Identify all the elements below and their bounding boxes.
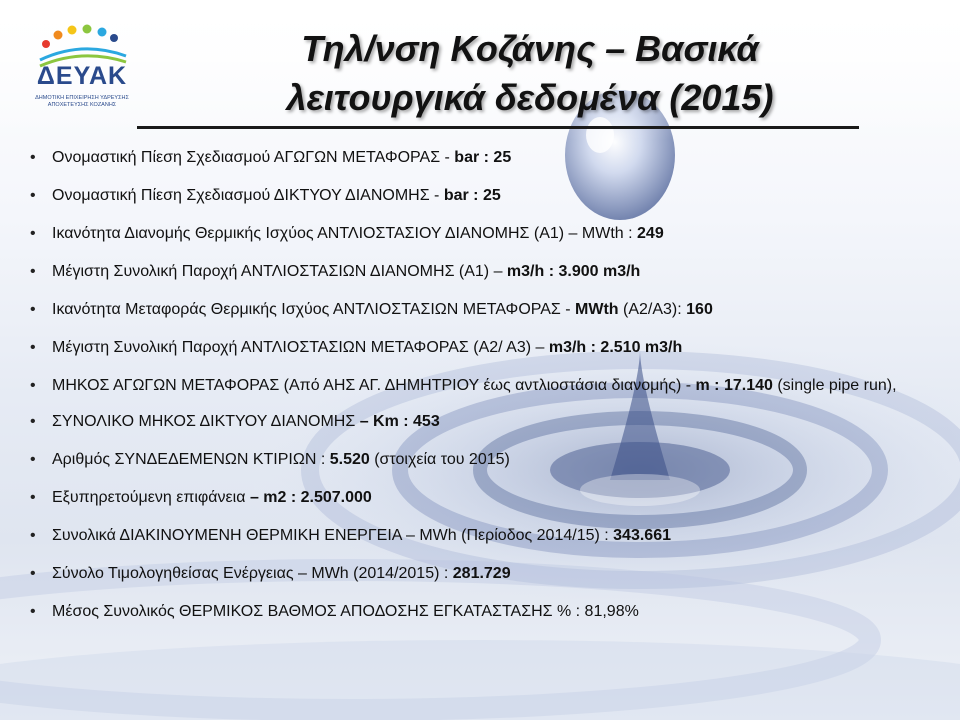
bullet-item: [30, 602, 930, 621]
bullet-value: 160: [686, 301, 713, 318]
bullet-value: 5.520: [329, 451, 370, 468]
bullet-item: [30, 564, 930, 583]
slide-title: [170, 24, 890, 122]
bullet-item: [30, 186, 930, 205]
bullet-text: Σύνολο Τιμολογηθείσας Ενέργειας – MWh (2014/2015) :: [52, 565, 453, 582]
bullet-item: [30, 338, 930, 357]
bullet-value: m3/h : 3.900 m3/h: [506, 263, 641, 280]
bullet-value: 249: [637, 225, 664, 242]
bullet-tail: (single pipe run),: [772, 377, 897, 394]
bullet-item: [30, 300, 930, 319]
bullet-tail: (στοιχεία του 2015): [369, 451, 510, 468]
bullet-value: – Km : 453: [359, 413, 440, 430]
bullet-item: [30, 526, 930, 545]
bullet-value: m : 17.140: [695, 377, 773, 394]
bullet-value: 281.729: [452, 565, 511, 582]
bullet-text: ΜΗΚΟΣ ΑΓΩΓΩΝ ΜΕΤΑΦΟΡΑΣ (Από ΑΗΣ ΑΓ. ΔΗΜΗΤΡΙΟΥ έως αντλιοστάσια διανομής) -: [52, 377, 696, 394]
bullet-text: Μέγιστη Συνολική Παροχή ΑΝΤΛΙΟΣΤΑΣΙΩΝ ΜΕΤΑΦΟΡΑΣ (Α2/ Α3) –: [52, 339, 549, 356]
bullet-item: [30, 224, 930, 243]
logo-subtitle: [24, 95, 140, 109]
slide-title-line-2: λειτουργικά δεδομένα (2015): [286, 77, 774, 118]
bullet-text: Ικανότητα Διανομής Θερμικής Ισχύος ΑΝΤΛΙΟΣΤΑΣΙΟΥ ΔΙΑΝΟΜΗΣ (Α1) – MWth :: [52, 225, 638, 242]
bullet-value: MWth: [575, 301, 619, 318]
bullet-value: 343.661: [613, 527, 671, 544]
bullet-text: Μέγιστη Συνολική Παροχή ΑΝΤΛΙΟΣΤΑΣΙΩΝ ΔΙΑΝΟΜΗΣ (Α1) –: [52, 263, 507, 280]
logo-subtitle-line: ΔΗΜΟΤΙΚΗ ΕΠΙΧΕΙΡΗΣΗ ΥΔΡΕΥΣΗΣ: [35, 95, 129, 101]
bullet-item: [30, 488, 930, 507]
title-divider: [137, 126, 859, 129]
bullet-text: Ονομαστική Πίεση Σχεδιασμού ΔΙΚΤΥΟΥ ΔΙΑΝΟΜΗΣ -: [52, 187, 444, 204]
bullet-item: [30, 367, 930, 405]
bullet-text: Αριθμός ΣΥΝΔΕΔΕΜΕΝΩΝ ΚΤΙΡΙΩΝ :: [52, 451, 330, 468]
bullet-tail: (Α2/Α3):: [618, 301, 687, 318]
bullet-value: m3/h : 2.510 m3/h: [548, 339, 683, 356]
data-bullet-list: [30, 148, 930, 640]
bullet-value: bar : 25: [443, 187, 501, 204]
bullet-item: [30, 262, 930, 281]
bullet-value: – m2 : 2.507.000: [249, 489, 372, 506]
bullet-item: [30, 450, 930, 469]
bullet-text: ΣΥΝΟΛΙΚΟ ΜΗΚΟΣ ΔΙΚΤΥΟΥ ΔΙΑΝΟΜΗΣ: [52, 413, 360, 430]
bullet-text: Ονομαστική Πίεση Σχεδιασμού ΑΓΩΓΩΝ ΜΕΤΑΦΟΡΑΣ -: [52, 149, 455, 166]
logo-text: ΔΕΥΑΚ: [36, 62, 128, 90]
bullet-item: [30, 148, 930, 167]
bullet-text: Ικανότητα Μεταφοράς Θερμικής Ισχύος ΑΝΤΛΙΟΣΤΑΣΙΩΝ ΜΕΤΑΦΟΡΑΣ -: [52, 301, 576, 318]
slide-title-line-1: Τηλ/νση Κοζάνης – Βασικά: [301, 28, 759, 69]
logo-subtitle-line: ΑΠΟΧΕΤΕΥΣΗΣ ΚΟΖΑΝΗΣ: [47, 102, 117, 108]
bullet-text: Μέσος Συνολικός ΘΕΡΜΙΚΟΣ ΒΑΘΜΟΣ ΑΠΟΔΟΣΗΣ ΕΓΚΑΤΑΣΤΑΣΗΣ % : 81,98%: [52, 603, 639, 620]
bullet-item: [30, 412, 930, 431]
bullet-text: Εξυπηρετούμενη επιφάνεια: [52, 489, 250, 506]
bullet-value: bar : 25: [454, 149, 512, 166]
bullet-text: Συνολικά ΔΙΑΚΙΝΟΥΜΕΝΗ ΘΕΡΜΙΚΗ ΕΝΕΡΓΕΙΑ – MWh (Περίοδος 2014/15) :: [52, 527, 614, 544]
